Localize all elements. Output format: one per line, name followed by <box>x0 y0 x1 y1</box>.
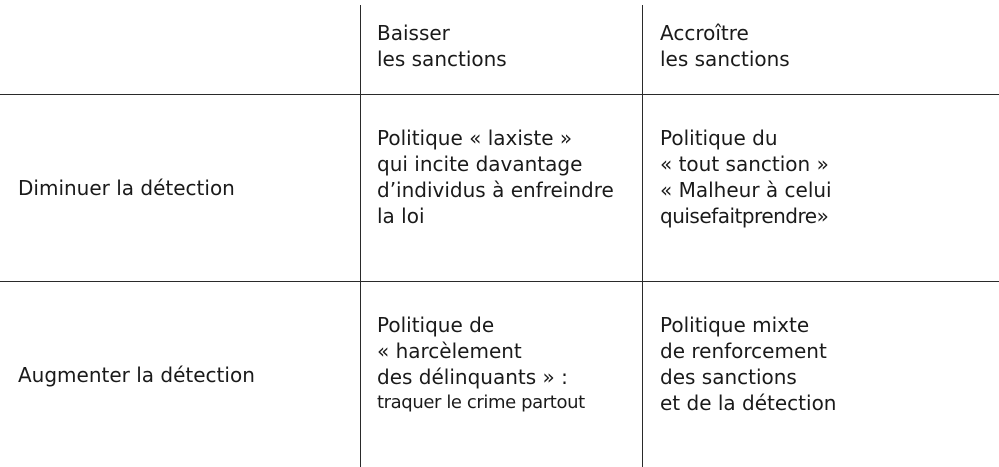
cell-line: Politique de <box>377 313 495 337</box>
cell-mixed-policy <box>660 312 836 416</box>
row-divider-2 <box>0 281 999 282</box>
row-header-increase-detection <box>18 362 255 388</box>
cell-line: de renforcement <box>660 339 827 363</box>
cell-line: « tout sanction » <box>660 152 829 176</box>
cell-line: Politique mixte <box>660 313 810 337</box>
cell-all-sanction-policy <box>660 125 832 229</box>
cell-harassment-policy <box>377 312 585 416</box>
header-line: les sanctions <box>377 47 507 71</box>
cell-line: Politique du <box>660 126 778 150</box>
cell-line: des délinquants » : <box>377 365 568 389</box>
cell-lax-policy <box>377 125 614 229</box>
row-label: Augmenter la détection <box>18 363 255 387</box>
cell-line: des sanctions <box>660 365 797 389</box>
cell-line: « Malheur à celui <box>660 178 832 202</box>
column-header-raise-sanctions <box>660 20 790 72</box>
cell-line: « harcèlement <box>377 339 522 363</box>
column-header-lower-sanctions <box>377 20 507 72</box>
cell-line: d’individus à enfreindre <box>377 178 614 202</box>
column-divider-1 <box>360 5 361 467</box>
header-line: Baisser <box>377 21 450 45</box>
row-header-decrease-detection <box>18 175 235 201</box>
row-label: Diminuer la détection <box>18 176 235 200</box>
cell-line: et de la détection <box>660 391 837 415</box>
header-line: Accroître <box>660 21 749 45</box>
cell-line: qui incite davantage <box>377 152 583 176</box>
cell-line: quisefaitprendre» <box>660 204 829 228</box>
cell-line: la loi <box>377 204 425 228</box>
cell-line: Politique « laxiste » <box>377 126 573 150</box>
row-divider-1 <box>0 94 999 95</box>
header-line: les sanctions <box>660 47 790 71</box>
column-divider-2 <box>642 5 643 467</box>
cell-line: traquer le crime partout <box>377 392 585 413</box>
